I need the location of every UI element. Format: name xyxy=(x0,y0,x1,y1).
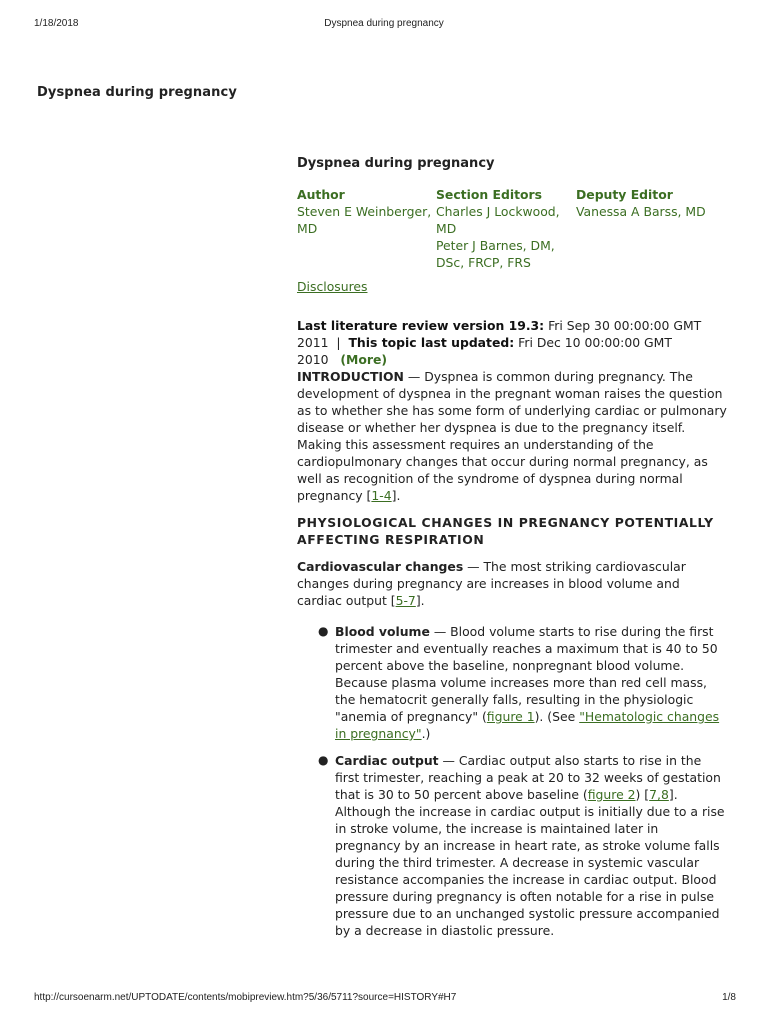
reference-link[interactable]: 1-4 xyxy=(371,488,392,503)
credit-heading: Deputy Editor xyxy=(576,187,673,202)
intro-label: INTRODUCTION xyxy=(297,369,404,384)
cardio-paragraph xyxy=(297,558,727,609)
item-text: Cardiac output also starts to rise in the first trimester, reaching a peak at 20 to 32 weeks of gestation that is 30 to 50 percent above baseline ( xyxy=(335,753,721,802)
reference-link[interactable]: 7,8 xyxy=(649,787,669,802)
intro-dash: — xyxy=(403,369,425,384)
credit-name: Peter J Barnes, DM, xyxy=(436,238,555,253)
item-text: ). (See xyxy=(534,709,580,724)
cardio-end: ]. xyxy=(415,593,425,608)
section-heading: PHYSIOLOGICAL CHANGES IN PREGNANCY POTENTIALLY AFFECTING RESPIRATION xyxy=(297,515,714,547)
cardio-label: Cardiovascular changes xyxy=(297,559,464,574)
disclosures-link[interactable]: Disclosures xyxy=(297,279,368,294)
figure-link[interactable]: figure 1 xyxy=(486,709,535,724)
print-footer xyxy=(0,992,768,1006)
bullet-list xyxy=(297,623,727,939)
article-title: Dyspnea during pregnancy xyxy=(297,156,495,171)
article xyxy=(297,155,727,949)
intro-paragraph xyxy=(297,368,727,504)
figure-link[interactable]: figure 2 xyxy=(587,787,636,802)
print-url: http://cursoenarm.net/UPTODATE/contents/mobipreview.htm?5/36/5711?source=HISTORY#H7 xyxy=(34,992,457,1003)
item-label: Blood volume xyxy=(335,624,430,639)
disclosures-row xyxy=(297,278,727,295)
credit-name: Vanessa A Barss, MD xyxy=(576,204,706,219)
updated-label: This topic last updated: xyxy=(348,335,515,350)
reference-link[interactable]: 5-7 xyxy=(395,593,416,608)
item-text: .) xyxy=(421,726,431,741)
credit-name: MD xyxy=(297,221,318,236)
credit-name: MD xyxy=(436,221,457,236)
item-text: ]. Although the increase in cardiac output is initially due to a rise in stroke volume, the increase is maintained later in pregnancy by an increase in heart rate, as stroke volume falls during the third trimester. A decrease in systemic vascular resistance accompanies the increase in cardiac output. Blood pressure during pregnancy is often notable for a rise in pulse pressure due to an unchanged systolic pressure accompanied by a decrease in diastolic pressure. xyxy=(335,787,725,938)
review-separator: | xyxy=(328,335,349,350)
credit-name: Steven E Weinberger, xyxy=(297,204,432,219)
intro-text: Dyspnea is common during pregnancy. The development of dyspnea in the pregnant woman raises the question as to whether she has some form of underlying cardiac or pulmonary disease or whether her dyspnea is due to the pregnancy itself. Making this assessment requires an understanding of the cardiopulmonary changes that occur during normal pregnancy, as well as recognition of the syndrome of dyspnea during normal pregnancy [ xyxy=(297,369,727,503)
more-link[interactable]: (More) xyxy=(340,352,388,367)
credits xyxy=(297,186,727,270)
review-date: Fri Sep 30 00:00:00 GMT 2011 xyxy=(297,318,702,350)
list-item-cardiac-output xyxy=(318,752,727,939)
review-label: Last literature review version 19.3: xyxy=(297,318,545,333)
credit-section-editors xyxy=(436,186,574,271)
print-date: 1/18/2018 xyxy=(34,18,79,29)
credit-deputy-editor xyxy=(576,186,726,220)
credit-author xyxy=(297,186,435,237)
item-dash: — xyxy=(438,753,459,768)
review-info xyxy=(297,317,727,368)
print-title: Dyspnea during pregnancy xyxy=(324,18,444,29)
print-header xyxy=(0,18,768,32)
bullet-icon: ● xyxy=(318,624,329,638)
document-title: Dyspnea during pregnancy xyxy=(37,85,237,100)
list-item-blood-volume xyxy=(318,623,727,742)
cardio-text: The most striking cardiovascular changes during pregnancy are increases in blood volume and cardiac output [ xyxy=(297,559,686,608)
item-label: Cardiac output xyxy=(335,753,439,768)
credit-heading: Author xyxy=(297,187,345,202)
cardio-dash: — xyxy=(463,559,484,574)
print-page-number: 1/8 xyxy=(722,992,736,1003)
updated-date: Fri Dec 10 00:00:00 GMT 2010 xyxy=(297,335,672,367)
item-dash: — xyxy=(429,624,451,639)
credit-name: DSc, FRCP, FRS xyxy=(436,255,531,270)
credit-name: Charles J Lockwood, xyxy=(436,204,560,219)
bullet-icon: ● xyxy=(318,753,329,767)
item-text: Blood volume starts to rise during the first trimester and eventually reaches a maximum that is 40 to 50 percent above the baseline, nonpregnant blood volume. Because plasma volume increases more than red cell mass, the hematocrit generally falls, resulting in the physiologic "anemia of pregnancy" ( xyxy=(335,624,718,724)
item-text: ) [ xyxy=(635,787,650,802)
credit-heading: Section Editors xyxy=(436,187,542,202)
intro-end: ]. xyxy=(391,488,401,503)
topic-link[interactable]: "Hematologic changes in pregnancy" xyxy=(335,709,720,741)
